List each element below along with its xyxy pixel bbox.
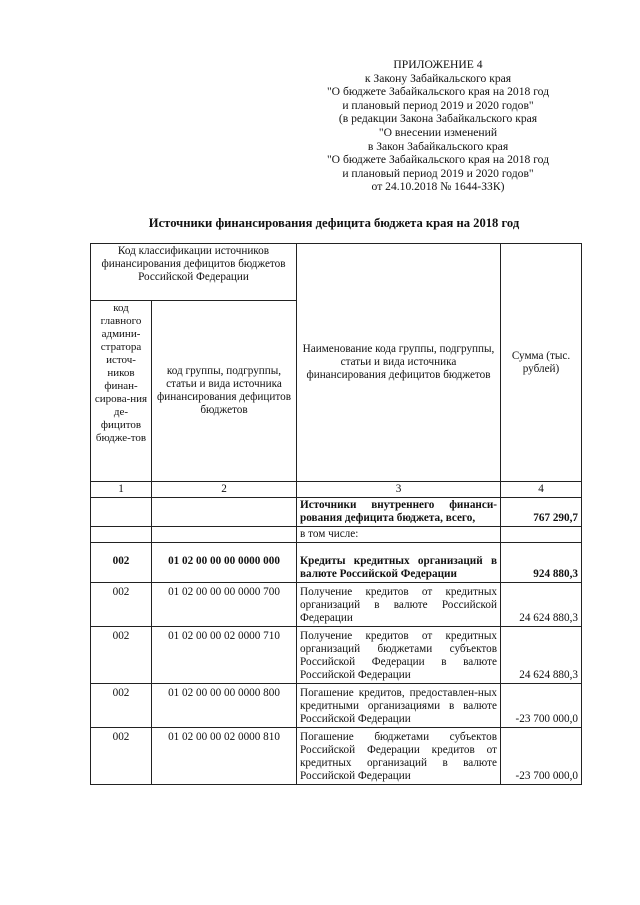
cell-name: Кредиты кредитных организаций в валюте Российской Федерации: [297, 543, 501, 583]
header-group-code: код группы, подгруппы, статьи и вида источника финансирования дефицитов бюджетов: [152, 301, 297, 482]
header-sum: Сумма (тыс. рублей): [501, 244, 582, 482]
appendix-line: "О бюджете Забайкальского края на 2018 год: [326, 85, 550, 99]
column-number: 1: [91, 482, 152, 498]
cell-admin: 002: [91, 627, 152, 684]
appendix-line: к Закону Забайкальского края: [364, 71, 512, 85]
cell-code: 01 02 00 00 02 0000 710: [152, 627, 297, 684]
cell-sum: 924 880,3: [501, 543, 582, 583]
cell-admin: 002: [91, 543, 152, 583]
cell-admin: 002: [91, 728, 152, 785]
cell-sum: 24 624 880,3: [501, 583, 582, 627]
cell-name: Получение кредитов от кредитных организаций бюджетами субъектов Российской Федерации в валюте Российской Федерации: [297, 627, 501, 684]
table-header-row: [91, 244, 582, 301]
table-row: [91, 583, 582, 627]
cell-name: Источники внутреннего финанси-рования дефицита бюджета, всего,: [297, 498, 501, 527]
table-row: [91, 627, 582, 684]
cell-admin: [91, 527, 152, 543]
cell-sum: -23 700 000,0: [501, 728, 582, 785]
table-row: [91, 543, 582, 583]
table-row: [91, 498, 582, 527]
column-number: 4: [501, 482, 582, 498]
appendix-line: (в редакции Закона Забайкальского края: [338, 112, 538, 126]
column-number: 3: [297, 482, 501, 498]
cell-name: в том числе:: [297, 527, 501, 543]
appendix-line: от 24.10.2018 № 1644-ЗЗК): [371, 180, 505, 194]
column-number: 2: [152, 482, 297, 498]
appendix-line: в Закон Забайкальского края: [367, 139, 509, 153]
table-row: [91, 728, 582, 785]
appendix-line: "О бюджете Забайкальского края на 2018 год: [326, 153, 550, 167]
header-name: Наименование кода группы, подгруппы, статьи и вида источника финансирования дефицитов бюджетов: [297, 244, 501, 482]
header-classification-code: Код классификации источников финансирования дефицитов бюджетов Российской Федерации: [91, 244, 297, 301]
cell-code: 01 02 00 00 00 0000 800: [152, 684, 297, 728]
appendix-line: и плановый период 2019 и 2020 годов": [342, 166, 534, 180]
cell-code: [152, 527, 297, 543]
cell-sum: [501, 527, 582, 543]
cell-name: Получение кредитов от кредитных организаций в валюте Российской Федерации: [297, 583, 501, 627]
table-row: [91, 527, 582, 543]
cell-code: 01 02 00 00 00 0000 000: [152, 543, 297, 583]
document-title: Источники финансирования дефицита бюджета края на 2018 год: [148, 216, 520, 230]
cell-admin: 002: [91, 583, 152, 627]
cell-sum: -23 700 000,0: [501, 684, 582, 728]
cell-admin: 002: [91, 684, 152, 728]
cell-name: Погашение бюджетами субъектов Российской Федерации кредитов от кредитных организаций в валюте Российской Федерации: [297, 728, 501, 785]
cell-name: Погашение кредитов, предоставлен-ных кредитными организациями в валюте Российской Федерации: [297, 684, 501, 728]
cell-code: 01 02 00 00 00 0000 700: [152, 583, 297, 627]
cell-sum: 24 624 880,3: [501, 627, 582, 684]
appendix-line: и плановый период 2019 и 2020 годов": [342, 98, 534, 112]
cell-code: [152, 498, 297, 527]
table-row: [91, 684, 582, 728]
financing-sources-table: [90, 243, 582, 785]
column-numbers-row: [91, 482, 582, 498]
appendix-line: "О внесении изменений: [378, 125, 498, 139]
cell-code: 01 02 00 00 02 0000 810: [152, 728, 297, 785]
header-admin-code: код главного админи-стратора источ-ников финан-сирова-ния де-фицитов бюдже-тов: [91, 301, 152, 482]
appendix-header: [300, 58, 576, 194]
appendix-line: ПРИЛОЖЕНИЕ 4: [393, 58, 483, 71]
cell-admin: [91, 498, 152, 527]
cell-sum: 767 290,7: [501, 498, 582, 527]
